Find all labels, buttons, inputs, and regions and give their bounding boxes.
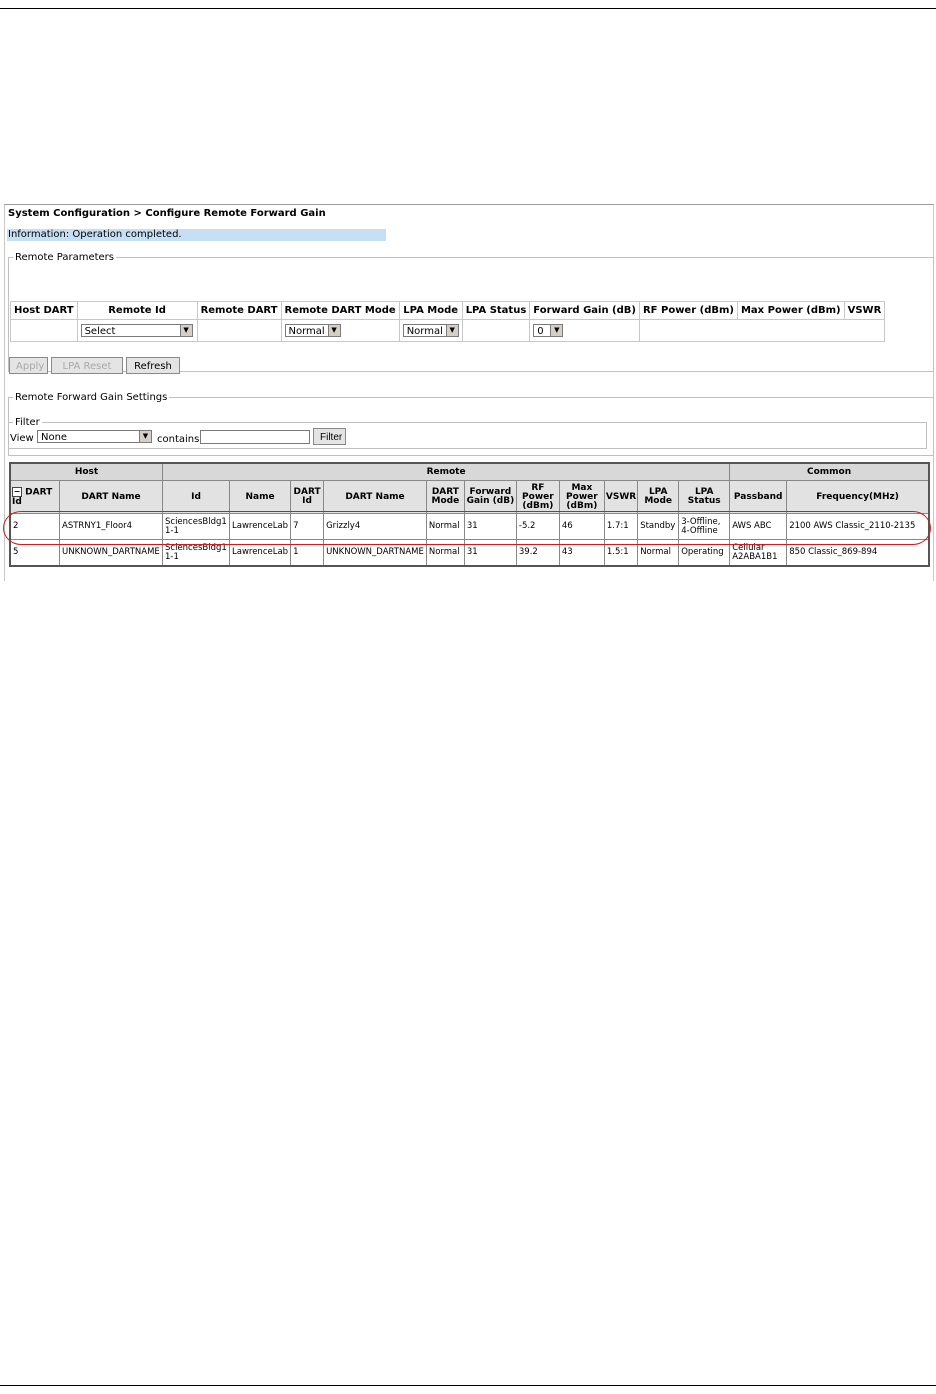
col-forward-gain: Forward Gain (dB)	[530, 302, 640, 320]
remote-dart-mode-value: Normal	[288, 326, 325, 337]
rf-power-cell: -5.2	[516, 514, 559, 540]
rf-power-cell: 39.2	[516, 540, 559, 567]
view-label: View	[10, 433, 34, 444]
lpa-status-cell: 3-Offline, 4-Offline	[679, 514, 730, 540]
host-dart-id-cell: 5	[10, 540, 60, 567]
dart-mode-cell: Normal	[426, 540, 464, 567]
forward-gain-value: 0	[537, 326, 544, 337]
forward-gain-cell: 31	[464, 540, 516, 567]
remote-dart-id-cell: 1	[291, 540, 324, 567]
passband-cell: Cellular A2ABA1B1	[730, 540, 787, 567]
passband-cell: AWS ABC	[730, 514, 787, 540]
table-row[interactable]	[10, 514, 929, 540]
col-host-dart-id-header[interactable]	[10, 481, 60, 514]
view-select[interactable]	[37, 430, 152, 443]
lpa-status-cell: Operating	[679, 540, 730, 567]
col-dart-mode-header[interactable]: DART Mode	[426, 481, 464, 514]
remote-dart-id-cell: 7	[291, 514, 324, 540]
col-host-dart-name-header[interactable]: DART Name	[60, 481, 163, 514]
apply-button[interactable]: Apply	[9, 357, 48, 374]
col-rf-power-header[interactable]: RF Power (dBm)	[516, 481, 559, 514]
collapse-icon[interactable]: −	[13, 487, 21, 497]
group-common: Common	[730, 463, 929, 481]
lpa-mode-cell	[399, 320, 462, 342]
vswr-cell: 1.7:1	[604, 514, 637, 540]
chevron-down-icon[interactable]: ▼	[328, 325, 340, 336]
col-remote-dart-name-header[interactable]: DART Name	[324, 481, 427, 514]
host-dart-id-label: DART Id	[12, 487, 53, 507]
chevron-down-icon[interactable]: ▼	[180, 325, 192, 336]
remote-id-select[interactable]	[81, 324, 193, 337]
remote-id-cell	[77, 320, 197, 342]
id-cell: SciencesBldg1 1-1	[163, 540, 230, 567]
col-max-power-header[interactable]: Max Power (dBm)	[559, 481, 604, 514]
rfg-settings-legend: Remote Forward Gain Settings	[15, 392, 168, 403]
col-vswr: VSWR	[844, 302, 885, 320]
view-select-value: None	[41, 432, 68, 443]
lpa-mode-value: Normal	[406, 326, 443, 337]
info-message: Information: Operation completed.	[7, 229, 386, 241]
col-remote-dart-mode: Remote DART Mode	[281, 302, 399, 320]
forward-gain-grid	[9, 462, 930, 567]
col-remote-id: Remote Id	[77, 302, 197, 320]
lpa-mode-select[interactable]	[403, 324, 459, 337]
remote-parameters-table	[10, 301, 885, 342]
col-name-header[interactable]: Name	[230, 481, 291, 514]
host-dart-name-cell: ASTRNY1_Floor4	[60, 514, 163, 540]
col-lpa-mode: LPA Mode	[399, 302, 462, 320]
col-lpa-status: LPA Status	[462, 302, 530, 320]
remote-dart-mode-cell	[281, 320, 399, 342]
page-top-rule	[0, 8, 936, 9]
remote-dart-mode-select[interactable]	[285, 324, 341, 337]
lpa-mode-cell: Normal	[638, 540, 679, 567]
remote-dart-name-cell: Grizzly4	[324, 514, 427, 540]
col-remote-dart-id-header[interactable]: DART Id	[291, 481, 324, 514]
vswr-cell: 1.5:1	[604, 540, 637, 567]
remote-dart-cell	[197, 320, 281, 342]
max-power-cell: 43	[559, 540, 604, 567]
col-max-power: Max Power (dBm)	[737, 302, 844, 320]
power-readouts-cell	[639, 320, 884, 342]
breadcrumb: System Configuration > Configure Remote Forward Gain	[8, 208, 326, 219]
lpa-reset-button[interactable]: LPA Reset	[51, 357, 123, 374]
contains-input[interactable]	[200, 430, 310, 444]
name-cell: LawrenceLab	[230, 540, 291, 567]
col-host-dart: Host DART	[11, 302, 78, 320]
host-dart-name-cell: UNKNOWN_DARTNAME	[60, 540, 163, 567]
chevron-down-icon[interactable]: ▼	[550, 325, 562, 336]
group-remote: Remote	[163, 463, 730, 481]
forward-gain-cell: 31	[464, 514, 516, 540]
table-row[interactable]	[10, 540, 929, 567]
col-remote-dart: Remote DART	[197, 302, 281, 320]
remote-parameters-legend: Remote Parameters	[15, 252, 114, 263]
col-lpa-status-header[interactable]: LPA Status	[679, 481, 730, 514]
col-id-header[interactable]: Id	[163, 481, 230, 514]
chevron-down-icon[interactable]: ▼	[446, 325, 458, 336]
filter-button[interactable]: Filter	[313, 428, 346, 445]
lpa-status-cell	[462, 320, 530, 342]
page-bottom-rule	[0, 1385, 936, 1386]
remote-dart-name-cell: UNKNOWN_DARTNAME	[324, 540, 427, 567]
max-power-cell: 46	[559, 514, 604, 540]
col-vswr-header[interactable]: VSWR	[604, 481, 637, 514]
lpa-mode-cell: Standby	[638, 514, 679, 540]
dart-mode-cell: Normal	[426, 514, 464, 540]
id-cell: SciencesBldg1 1-1	[163, 514, 230, 540]
host-dart-cell	[11, 320, 78, 342]
col-lpa-mode-header[interactable]: LPA Mode	[638, 481, 679, 514]
forward-gain-cell	[530, 320, 640, 342]
host-dart-id-cell: 2	[10, 514, 60, 540]
col-frequency-header[interactable]: Frequency(MHz)	[787, 481, 929, 514]
col-rf-power: RF Power (dBm)	[639, 302, 737, 320]
remote-id-select-value: Select	[84, 326, 116, 337]
name-cell: LawrenceLab	[230, 514, 291, 540]
frequency-cell: 2100 AWS Classic_2110-2135	[787, 514, 929, 540]
frequency-cell: 850 Classic_869-894	[787, 540, 929, 567]
group-host: Host	[10, 463, 163, 481]
chevron-down-icon[interactable]: ▼	[139, 431, 151, 442]
configure-forward-gain-panel	[4, 204, 934, 581]
refresh-button[interactable]: Refresh	[126, 357, 180, 374]
col-forward-gain-header[interactable]: Forward Gain (dB)	[464, 481, 516, 514]
forward-gain-select[interactable]	[533, 324, 563, 337]
col-passband-header[interactable]: Passband	[730, 481, 787, 514]
contains-label: contains	[157, 434, 200, 445]
filter-legend: Filter	[15, 417, 40, 428]
